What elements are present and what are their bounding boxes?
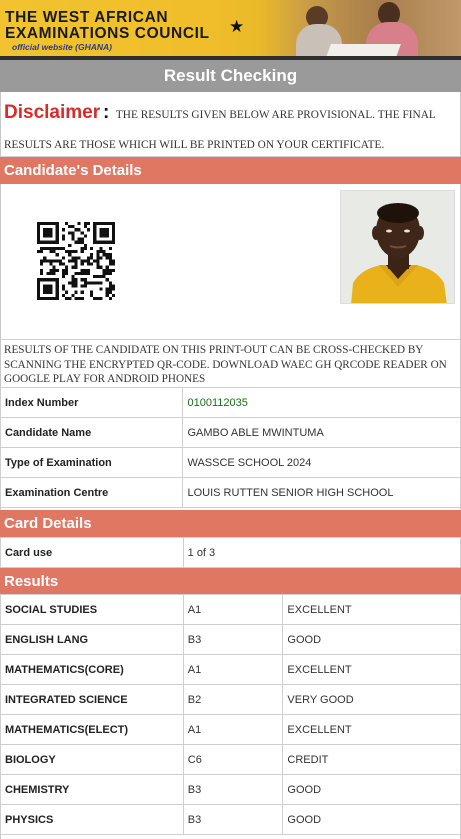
- remark-cell: GOOD: [283, 625, 461, 655]
- candidate-details-heading: Candidate's Details: [0, 157, 461, 184]
- disclaimer-label: Disclaimer: [4, 102, 101, 123]
- card-details-table: [0, 537, 461, 568]
- table-row: [1, 538, 461, 568]
- grade-cell: C6: [183, 745, 283, 775]
- grade-cell: A1: [183, 655, 283, 685]
- table-row: [1, 805, 461, 835]
- results-heading: Results: [0, 568, 461, 595]
- table-row: [1, 655, 461, 685]
- table-row: [1, 388, 461, 418]
- subject-cell: ENGLISH LANG: [1, 625, 184, 655]
- disclaimer-text: THE RESULTS GIVEN BELOW ARE PROVISIONAL. THE FINAL RESULTS ARE THOSE WHICH WILL BE PRINTED ON YOUR CERTIFICATE.: [4, 109, 436, 151]
- org-subtitle: official website (GHANA): [12, 42, 112, 52]
- subject-cell: BIOLOGY: [1, 745, 184, 775]
- subject-cell: CHEMISTRY: [1, 775, 184, 805]
- exam-centre-value: LOUIS RUTTEN SENIOR HIGH SCHOOL: [183, 478, 461, 508]
- remark-cell: EXCELLENT: [283, 655, 461, 685]
- grade-cell: B3: [183, 625, 283, 655]
- candidate-details-table: [0, 387, 461, 508]
- exam-type-value: WASSCE SCHOOL 2024: [183, 448, 461, 478]
- star-icon: ★: [229, 17, 245, 36]
- divider: [0, 339, 461, 340]
- remark-cell: VERY GOOD: [283, 685, 461, 715]
- card-use-value: 1 of 3: [183, 538, 460, 568]
- table-row: [1, 625, 461, 655]
- candidate-photo: [340, 190, 455, 304]
- subject-cell: INTEGRATED SCIENCE: [1, 685, 184, 715]
- card-use-label: Card use: [1, 538, 184, 568]
- subject-cell: MATHEMATICS(CORE): [1, 655, 184, 685]
- candidate-name-value: GAMBO ABLE MWINTUMA: [183, 418, 461, 448]
- grade-cell: B2: [183, 685, 283, 715]
- table-row: [1, 595, 461, 625]
- grade-cell: B3: [183, 775, 283, 805]
- grade-cell: B3: [183, 805, 283, 835]
- org-name-line2: EXAMINATIONS COUNCIL: [5, 25, 210, 42]
- disclaimer: [4, 98, 459, 160]
- disclaimer-colon: :: [102, 102, 110, 123]
- remark-cell: EXCELLENT: [283, 715, 461, 745]
- results-table: [0, 594, 461, 835]
- qr-crosscheck-note: RESULTS OF THE CANDIDATE ON THIS PRINT-OUT CAN BE CROSS-CHECKED BY SCANNING THE ENCRYPTED QR-CODE. DOWNLOAD WAEC GH QRCODE READER ON GOOGLE PLAY FOR ANDROID PHONES: [4, 344, 447, 385]
- page-title: Result Checking: [0, 60, 461, 92]
- exam-centre-label: Examination Centre: [1, 478, 183, 508]
- index-number-label: Index Number: [1, 388, 183, 418]
- candidate-name-label: Candidate Name: [1, 418, 183, 448]
- index-number-value: 0100112035: [183, 388, 461, 418]
- table-row: [1, 775, 461, 805]
- grade-cell: A1: [183, 715, 283, 745]
- exam-type-label: Type of Examination: [1, 448, 183, 478]
- qr-code: [37, 221, 115, 301]
- subject-cell: PHYSICS: [1, 805, 184, 835]
- remark-cell: EXCELLENT: [283, 595, 461, 625]
- remark-cell: GOOD: [283, 775, 461, 805]
- grade-cell: A1: [183, 595, 283, 625]
- subject-cell: MATHEMATICS(ELECT): [1, 715, 184, 745]
- card-details-heading: Card Details: [0, 510, 461, 537]
- remark-cell: CREDIT: [283, 745, 461, 775]
- remark-cell: GOOD: [283, 805, 461, 835]
- table-row: [1, 715, 461, 745]
- subject-cell: SOCIAL STUDIES: [1, 595, 184, 625]
- table-row: [1, 685, 461, 715]
- table-row: [1, 478, 461, 508]
- banner-photo: [258, 0, 461, 60]
- org-name-line1: THE WEST AFRICAN: [5, 9, 169, 26]
- waec-banner: [0, 0, 461, 60]
- table-row: [1, 745, 461, 775]
- table-row: [1, 418, 461, 448]
- table-row: [1, 448, 461, 478]
